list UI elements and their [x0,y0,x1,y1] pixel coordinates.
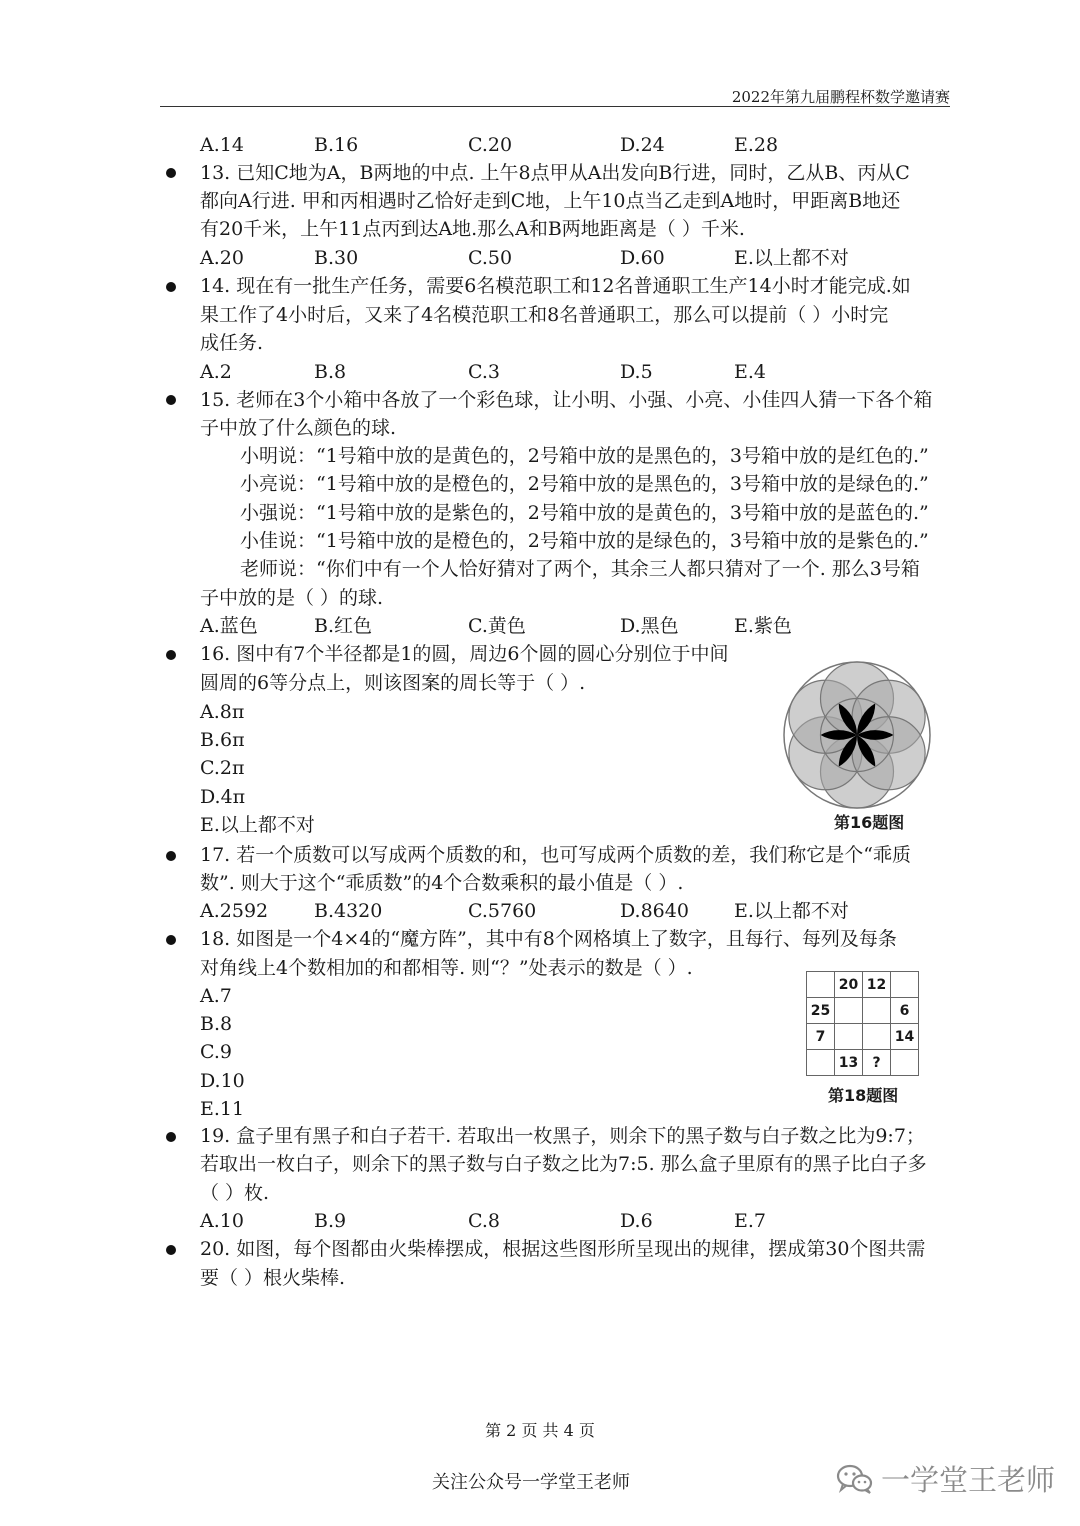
grid-cell [891,1050,919,1076]
question-text: 小明说：“1号箱中放的是黄色的，2号箱中放的是黑色的，3号箱中放的是红色的.” [240,445,929,467]
option-c: C.5760 [468,900,537,922]
question-text: 有20千米，上午11点丙到达A地.那么A和B两地距离是（ ）千米. [200,218,745,240]
option-e: E.以上都不对 [734,247,849,269]
question-text: 14. 现在有一批生产任务，需要6名模范职工和12名普通职工生产14小时才能完成.如 [200,275,911,297]
bullet [166,851,176,861]
question-text: （ ）枚. [200,1182,270,1204]
option-d: D.24 [620,134,665,156]
question-text: 13. 已知C地为A，B两地的中点. 上午8点甲从A出发向B行进，同时，乙从B、丙从C [200,162,910,184]
option-e: E.以上都不对 [734,900,849,922]
option-d: D.10 [200,1070,245,1092]
grid-cell [807,972,835,998]
bullet [166,650,176,660]
grid-cell: 6 [891,998,919,1024]
grid-cell [807,1050,835,1076]
option-a: A.蓝色 [200,615,258,637]
option-d: D.4π [200,786,246,808]
option-a: A.20 [200,247,244,269]
grid-cell: 12 [863,972,891,998]
magic-square-grid [806,971,919,1076]
bullet [166,168,176,178]
follow-text: 关注公众号一学堂王老师 [432,1472,630,1493]
bullet [166,282,176,292]
grid-cell: 13 [835,1050,863,1076]
option-e: E.11 [200,1098,245,1120]
option-b: B.8 [200,1013,233,1035]
watermark-text: 一学堂王老师 [881,1463,1056,1497]
grid-cell: 20 [835,972,863,998]
question-text: 老师说：“你们中有一个人恰好猜对了两个，其余三人都只猜对了一个. 那么3号箱 [240,558,920,580]
header-title: 2022年第九届鹏程杯数学邀请赛 [731,88,950,106]
option-e: E.以上都不对 [200,814,315,836]
figure-caption: 第16题图 [834,813,905,832]
question-text: 18. 如图是一个4×4的“魔方阵”，其中有8个网格填上了数字，且每行、每列及每条 [200,928,897,950]
question-text: 19. 盒子里有黑子和白子若干. 若取出一枚黑子，则余下的黑子数与白子数之比为9:7； [200,1125,925,1147]
option-e: E.4 [734,361,766,383]
grid-cell: 25 [807,998,835,1024]
option-a: A.2592 [200,900,269,922]
question-text: 若取出一枚白子，则余下的黑子数与白子数之比为7:5. 那么盒子里原有的黑子比白子多 [200,1153,927,1175]
grid-cell [891,972,919,998]
bullet [166,935,176,945]
option-d: D.8640 [620,900,689,922]
option-d: D.6 [620,1210,653,1232]
question-text: 20. 如图，每个图都由火柴棒摆成，根据这些图形所呈现出的规律，摆成第30个图共需 [200,1238,926,1260]
option-b: B.8 [314,361,347,383]
header-rule [160,106,950,107]
option-a: A.8π [200,701,245,723]
grid-cell [835,1024,863,1050]
option-d: D.黑色 [620,615,679,637]
grid-cell [863,998,891,1024]
question-text: 17. 若一个质数可以写成两个质数的和，也可写成两个质数的差，我们称它是个“乖质 [200,844,911,866]
option-b: B.4320 [314,900,383,922]
question-text: 对角线上4个数相加的和都相等. 则“？”处表示的数是（ ）. [200,957,693,979]
option-e: E.紫色 [734,615,792,637]
option-b: B.16 [314,134,359,156]
option-c: C.8 [468,1210,500,1232]
question-text: 16. 图中有7个半径都是1的圆，周边6个圆的圆心分别位于中间 [200,643,729,665]
option-a: A.7 [200,985,232,1007]
option-c: C.50 [468,247,513,269]
option-c: C.9 [200,1041,232,1063]
bullet [166,1132,176,1142]
question-text: 子中放的是（ ）的球. [200,587,384,609]
question-text: 圆周的6等分点上，则该图案的周长等于（ ）. [200,672,586,694]
option-d: D.60 [620,247,665,269]
question-text: 要（ ）根火柴棒. [200,1267,346,1289]
option-b: B.9 [314,1210,347,1232]
option-b: B.红色 [314,615,373,637]
bullet [166,1245,176,1255]
bullet [166,395,176,405]
question-text: 15. 老师在3个小箱中各放了一个彩色球，让小明、小强、小亮、小佳四人猜一下各个箱 [200,389,933,411]
grid-cell: ? [863,1050,891,1076]
figure-caption: 第18题图 [828,1086,899,1105]
grid-cell [863,1024,891,1050]
option-e: E.7 [734,1210,766,1232]
grid-cell: 7 [807,1024,835,1050]
flower-of-life-figure [782,660,932,810]
question-text: 果工作了4小时后，又来了4名模范职工和8名普通职工，那么可以提前（ ）小时完 [200,304,889,326]
page-number: 第 2 页 共 4 页 [485,1421,595,1440]
option-a: A.14 [200,134,244,156]
watermark [835,1458,1055,1499]
wechat-icon [835,1463,875,1495]
option-e: E.28 [734,134,779,156]
question-text: 小亮说：“1号箱中放的是橙色的，2号箱中放的是黑色的，3号箱中放的是绿色的.” [240,473,929,495]
option-c: C.3 [468,361,500,383]
question-text: 成任务. [200,332,264,354]
option-a: A.10 [200,1210,244,1232]
option-a: A.2 [200,361,232,383]
grid-cell [835,998,863,1024]
question-text: 小佳说：“1号箱中放的是橙色的，2号箱中放的是绿色的，3号箱中放的是紫色的.” [240,530,929,552]
option-b: B.6π [200,729,245,751]
question-text: 都向A行进. 甲和丙相遇时乙恰好走到C地，上午10点当乙走到A地时，甲距离B地还 [200,190,901,212]
question-text: 子中放了什么颜色的球. [200,417,397,439]
question-text: 小强说：“1号箱中放的是紫色的，2号箱中放的是黄色的，3号箱中放的是蓝色的.” [240,502,929,524]
option-d: D.5 [620,361,653,383]
option-c: C.2π [200,757,245,779]
option-c: C.20 [468,134,513,156]
grid-cell: 14 [891,1024,919,1050]
question-text: 数”. 则大于这个“乖质数”的4个合数乘积的最小值是（ ）. [200,872,684,894]
option-b: B.30 [314,247,359,269]
option-c: C.黄色 [468,615,526,637]
